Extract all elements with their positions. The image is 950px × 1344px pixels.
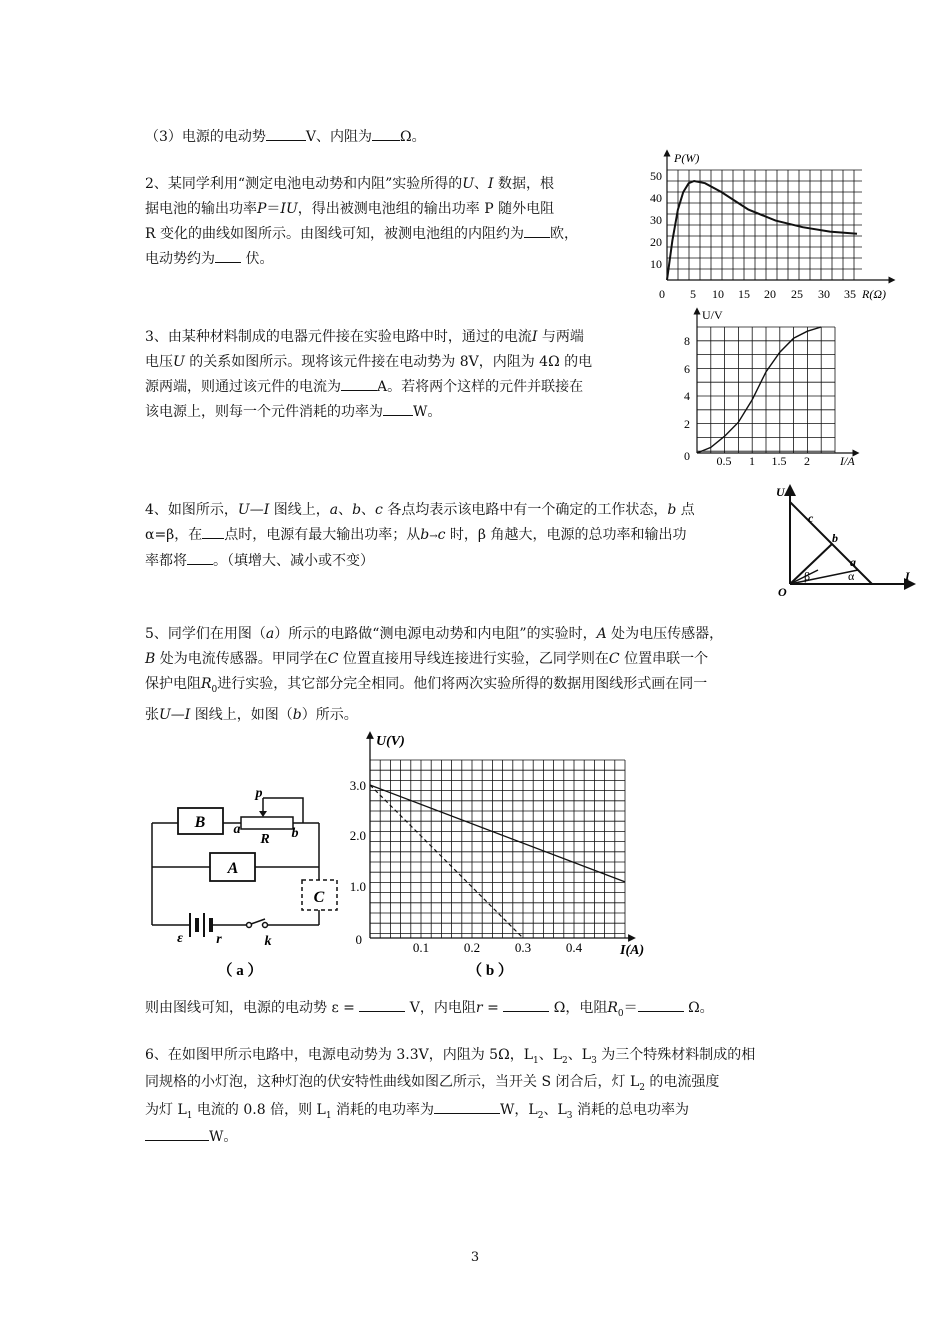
y-axis-label: U/V <box>702 308 723 322</box>
x-tick: 20 <box>764 287 776 301</box>
y-tick: 40 <box>650 191 662 205</box>
answer-blank[interactable] <box>638 997 684 1012</box>
chart-u-vs-i-element <box>670 305 870 470</box>
beta-label: β <box>804 569 811 583</box>
label-r-rheostat: R <box>260 832 270 847</box>
answer-blank[interactable] <box>524 223 550 238</box>
x-tick: 0.2 <box>463 940 481 955</box>
p-r-curve <box>667 181 857 280</box>
question-5-answer: 则由图线可知，电源的电动势 ε = V，内电阻r = Ω，电阻$R_0= \Omega$。 <box>145 996 714 1027</box>
x-tick: 15 <box>738 287 750 301</box>
label-b: b <box>291 826 299 841</box>
answer-blank[interactable] <box>145 1126 209 1141</box>
answer-blank[interactable] <box>383 401 413 416</box>
origin-label: O <box>778 585 787 599</box>
x-tick: 0.4 <box>565 940 583 955</box>
x-tick: 25 <box>791 287 803 301</box>
y-tick: 50 <box>650 169 662 183</box>
x-tick: 1.5 <box>771 454 787 468</box>
label-epsilon: ε <box>177 931 183 946</box>
line-series-dashed <box>370 785 523 938</box>
y-axis-label: P(W) <box>674 151 700 165</box>
x-tick: 5 <box>690 287 696 301</box>
x-tick: 0.3 <box>514 940 532 955</box>
label-c: C <box>313 889 325 906</box>
u-i-curve <box>697 327 821 453</box>
x-tick: 0.5 <box>716 454 732 468</box>
label-r-internal: r <box>216 932 222 947</box>
point-c-label: c <box>808 511 814 525</box>
answer-blank[interactable] <box>202 524 224 539</box>
question-5: 5、同学们在用图（a）所示的电路做“测电源电动势和内电阻”的实验时，A 处为电压传感器， B 处为电流传感器。甲同学在C 位置直接用导线连接进行实验，乙同学则在C 位置串联一个 保护电阻$R_0$进行实验，其它部分完全相同。他们将两次实验所得的数据用图线形式画在同一 张U—I 图线上，如图（b）所示。 <box>145 626 724 723</box>
question-4: 4、如图所示，U—I 图线上，a、b、c 各点均表示该电路中有一个确定的工作状态，b 点 α=β，在 点时，电源有最大输出功率；从b→c 时，β 角越大，电源的总功率和输出功 率都将 。（填增大、减小或不变） <box>145 502 695 569</box>
question-2: 2、某同学利用“测定电池电动势和内阻”实验所得的U、I 数据，根 据电池的输出功率P＝IU，得出被测电池组的输出功率 P 随外电阻 R 变化的曲线如图所示。由图线可知，被测电池组的内阻约为 欧， 电动势约为 伏。 <box>145 176 578 267</box>
x-axis-label: R(Ω) <box>862 287 886 301</box>
answer-blank[interactable] <box>215 248 241 263</box>
chart-u-vs-i-b <box>340 725 670 985</box>
x-tick: 0.1 <box>412 940 430 955</box>
caption-b: （ b ） <box>467 963 513 979</box>
y-tick: 10 <box>650 257 662 271</box>
load-line <box>790 544 832 584</box>
y-tick: 30 <box>650 213 662 227</box>
x-tick: 2 <box>804 454 810 468</box>
y-axis-label: U(V) <box>376 734 405 749</box>
x-tick: 35 <box>844 287 856 301</box>
caption-a: （ a ） <box>217 963 263 979</box>
answer-blank[interactable] <box>187 550 213 565</box>
x-tick: 0 <box>659 287 665 301</box>
question-6: 6、在如图甲所示电路中，电源电动势为 3.3V，内阻为 5Ω，$L_1$、$L_2$、$L_3$ 为三个特殊材料制成的相 同规格的小灯泡，这种灯泡的伏安特性曲线如图乙所示，当开关 S 闭合后，灯 $L_2$ 的电流强度 为灯 $L_1$ 电流的 0.8 倍，则 $L_1$ 消耗的电功率为 W，$L_2$、$L_3$ 消耗的总电功率为 W。 <box>145 1047 756 1146</box>
question-3: 3、由某种材料制成的电器元件接在实验电路中时，通过的电流I 与两端 电压U 的关系如图所示。现将该元件接在电动势为 8V，内阻为 4Ω 的电 源两端，则通过该元件的电流为 A。若将两个这样的元件并联接在 该电源上，则每一个元件消耗的功率为 W。 <box>145 329 593 420</box>
y-tick: 3.0 <box>349 778 366 793</box>
y-tick: 2 <box>684 417 690 431</box>
q1-part3: （3）电源的电动势 V、内阻为 Ω。 <box>145 125 426 150</box>
rheostat <box>241 817 293 829</box>
x-tick: 10 <box>712 287 724 301</box>
answer-blank[interactable] <box>434 1099 500 1114</box>
alpha-label: α <box>848 569 855 583</box>
x-tick: 30 <box>818 287 830 301</box>
point-a-label: a <box>850 555 856 569</box>
answer-blank[interactable] <box>341 376 377 391</box>
point-b-label: b <box>832 531 838 545</box>
line-series-solid <box>370 785 625 882</box>
answer-blank[interactable] <box>503 997 549 1012</box>
label-p: p <box>255 786 263 801</box>
answer-blank[interactable] <box>359 997 405 1012</box>
x-tick: 1 <box>749 454 755 468</box>
y-tick: 4 <box>684 389 690 403</box>
u-axis-label: U <box>776 485 785 499</box>
page-number: 3 <box>470 1250 480 1265</box>
y-tick: 2.0 <box>349 828 366 843</box>
diagram-q4-ui-lines <box>770 480 920 600</box>
x-axis-label: I/A <box>840 454 855 468</box>
chart-p-vs-r <box>640 145 900 307</box>
y-tick: 20 <box>650 235 662 249</box>
answer-blank[interactable] <box>372 126 400 141</box>
answer-blank[interactable] <box>266 126 306 141</box>
y-tick: 0 <box>355 932 362 947</box>
y-tick: 6 <box>684 362 690 376</box>
label-a-sensor: A <box>227 860 239 877</box>
label-k: k <box>264 934 272 949</box>
y-tick: 1.0 <box>349 879 366 894</box>
label-a: a <box>233 822 241 837</box>
label-b-sensor: B <box>194 814 206 831</box>
x-axis-label: I(A) <box>620 943 645 958</box>
y-tick: 8 <box>684 334 690 348</box>
circuit-diagram-a <box>145 785 350 985</box>
y-tick: 0 <box>684 449 690 463</box>
i-axis-label: I <box>905 569 910 583</box>
